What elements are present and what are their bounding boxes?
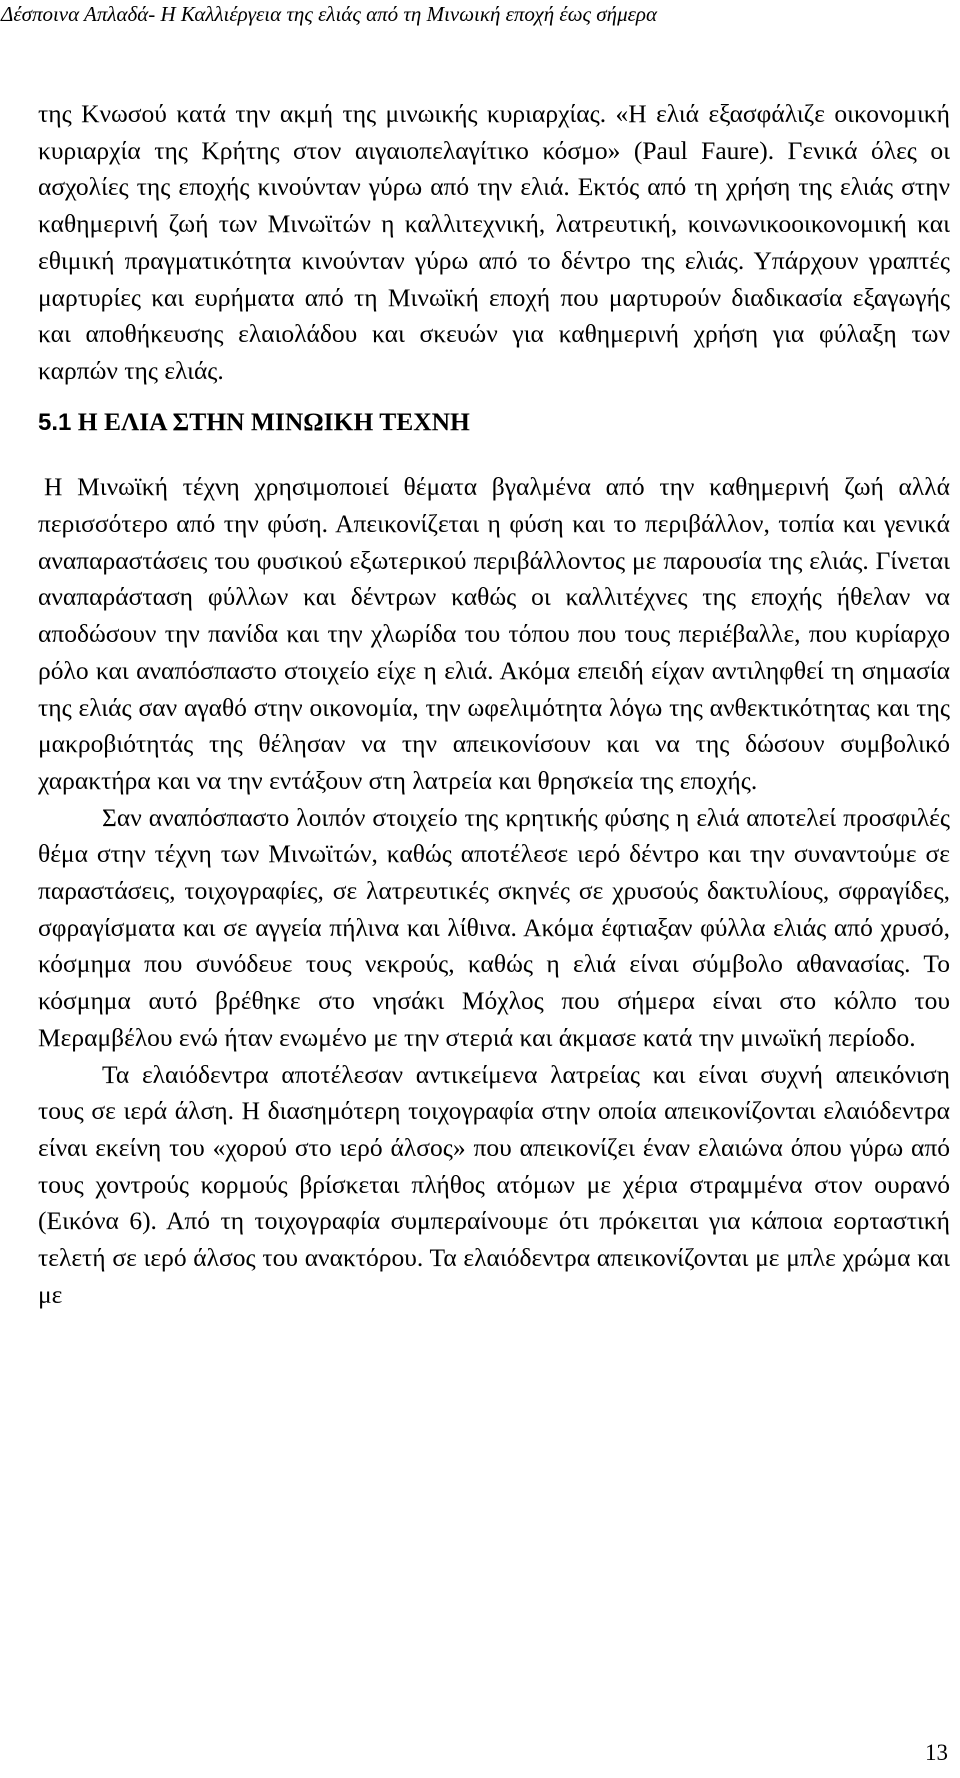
paragraph-minoan-art: Η Μινωϊκή τέχνη χρησιμοποιεί θέματα βγαλμένα από την καθημερινή ζωή αλλά περισσότερο από την φύση. Απεικονίζεται η φύση και το περιβάλλον, τοπία και γενικά αναπαραστάσεις του φυσικού εξωτερικού περιβάλλοντος με παρουσία της ελιάς. Γίνεται αναπαράσταση φύλλων και δέντρων καθώς οι καλλιτέχνες της εποχής ήθελαν να αποδώσουν την πανίδα και την χλωρίδα του τόπου που τους περιέβαλλε, που κυρίαρχο ρόλο και αναπόσπαστο στοιχείο είχε η ελιά. Ακόμα επειδή είχαν αντιληφθεί τη σημασία της ελιάς σαν αγαθό στην οικονομία, την ωφελιμότητα λόγω της ανθεκτικότητας και της μακροβιότητάς της θέλησαν να την απεικονίσουν και να της δώσουν συμβολικό χαρακτήρα και να την εντάξουν στη λατρεία και θρησκεία της εποχής. xyxy=(38,472,950,795)
section-number: 5.1 xyxy=(38,408,72,436)
section-title: Η ΕΛΙΑ ΣΤΗΝ ΜΙΝΩΙΚΗ ΤΕΧΝΗ xyxy=(77,406,470,436)
running-header: Δέσποινα Απλαδά- Η Καλλιέργεια της ελιάς από τη Μινωική εποχή έως σήμερα xyxy=(1,2,657,26)
section-heading xyxy=(38,390,950,470)
paragraph-continuation: της Κνωσού κατά την ακμή της μινωικής κυριαρχίας. «Η ελιά εξασφάλιζε οικονομική κυριαρχία της Κρήτης στον αιγαιοπελαγίτικο κόσμο» (Paul Faure). Γενικά όλες οι ασχολίες της εποχής κινούνταν γύρω από την ελιά. Εκτός από τη χρήση της ελιάς στην καθημερινή ζωή των Μινωϊτών η καλλιτεχνική, λατρευτική, κοινωνικοοικονομική και εθιμική πραγματικότητα κινούνταν γύρω από το δέντρο της ελιάς. Υπάρχουν γραπτές μαρτυρίες και ευρήματα από τη Μινωϊκή εποχή που μαρτυρούν διαδικασία εξαγωγής και αποθήκευσης ελαιολάδου και σκευών για καθημερινή χρήση για φύλαξη των καρπών της ελιάς. xyxy=(38,99,950,385)
paragraph-cretan-nature: Σαν αναπόσπαστο λοιπόν στοιχείο της κρητικής φύσης η ελιά αποτελεί προσφιλές θέμα στην τέχνη των Μινωϊτών, καθώς αποτέλεσε ιερό δέντρο και την συναντούμε σε παραστάσεις, τοιχογραφίες, σε λατρευτικές σκηνές σε χρυσούς δακτυλίους, σφραγίδες, σφραγίσματα και σε αγγεία πήλινα και λίθινα. Ακόμα έφτιαξαν φύλλα ελιάς από χρυσό, κόσμημα που συνόδευε τους νεκρούς, καθώς η ελιά είναι σύμβολο αθανασίας. Το κόσμημα αυτό βρέθηκε στο νησάκι Μόχλος που σήμερα είναι στο κόλπο του Μεραμβέλου ενώ ήταν ενωμένο με την στεριά και άκμασε κατά την μινωϊκή περίοδο. xyxy=(38,802,950,1052)
paragraph-sacred-grove: Τα ελαιόδεντρα αποτέλεσαν αντικείμενα λατρείας και είναι συχνή απεικόνιση τους σε ιερά άλση. Η διασημότερη τοιχογραφία στην οποία απεικονίζονται ελαιόδεντρα είναι εκείνη του «χορού στο ιερό άλσος» που απεικονίζει έναν ελαιώνα όπου γύρω από τους χοντρούς κορμούς βρίσκεται πλήθος ατόμων με χέρια στραμμένα στον ουρανό (Εικόνα 6). Από τη τοιχογραφία συμπεραίνουμε ότι πρόκειται για κάποια εορταστική τελετή σε ιερό άλσος του ανακτόρου. Τα ελαιόδεντρα απεικονίζονται με μπλε χρώμα και με xyxy=(38,1059,950,1309)
body-text xyxy=(38,96,950,1314)
page-number: 13 xyxy=(925,1740,948,1765)
